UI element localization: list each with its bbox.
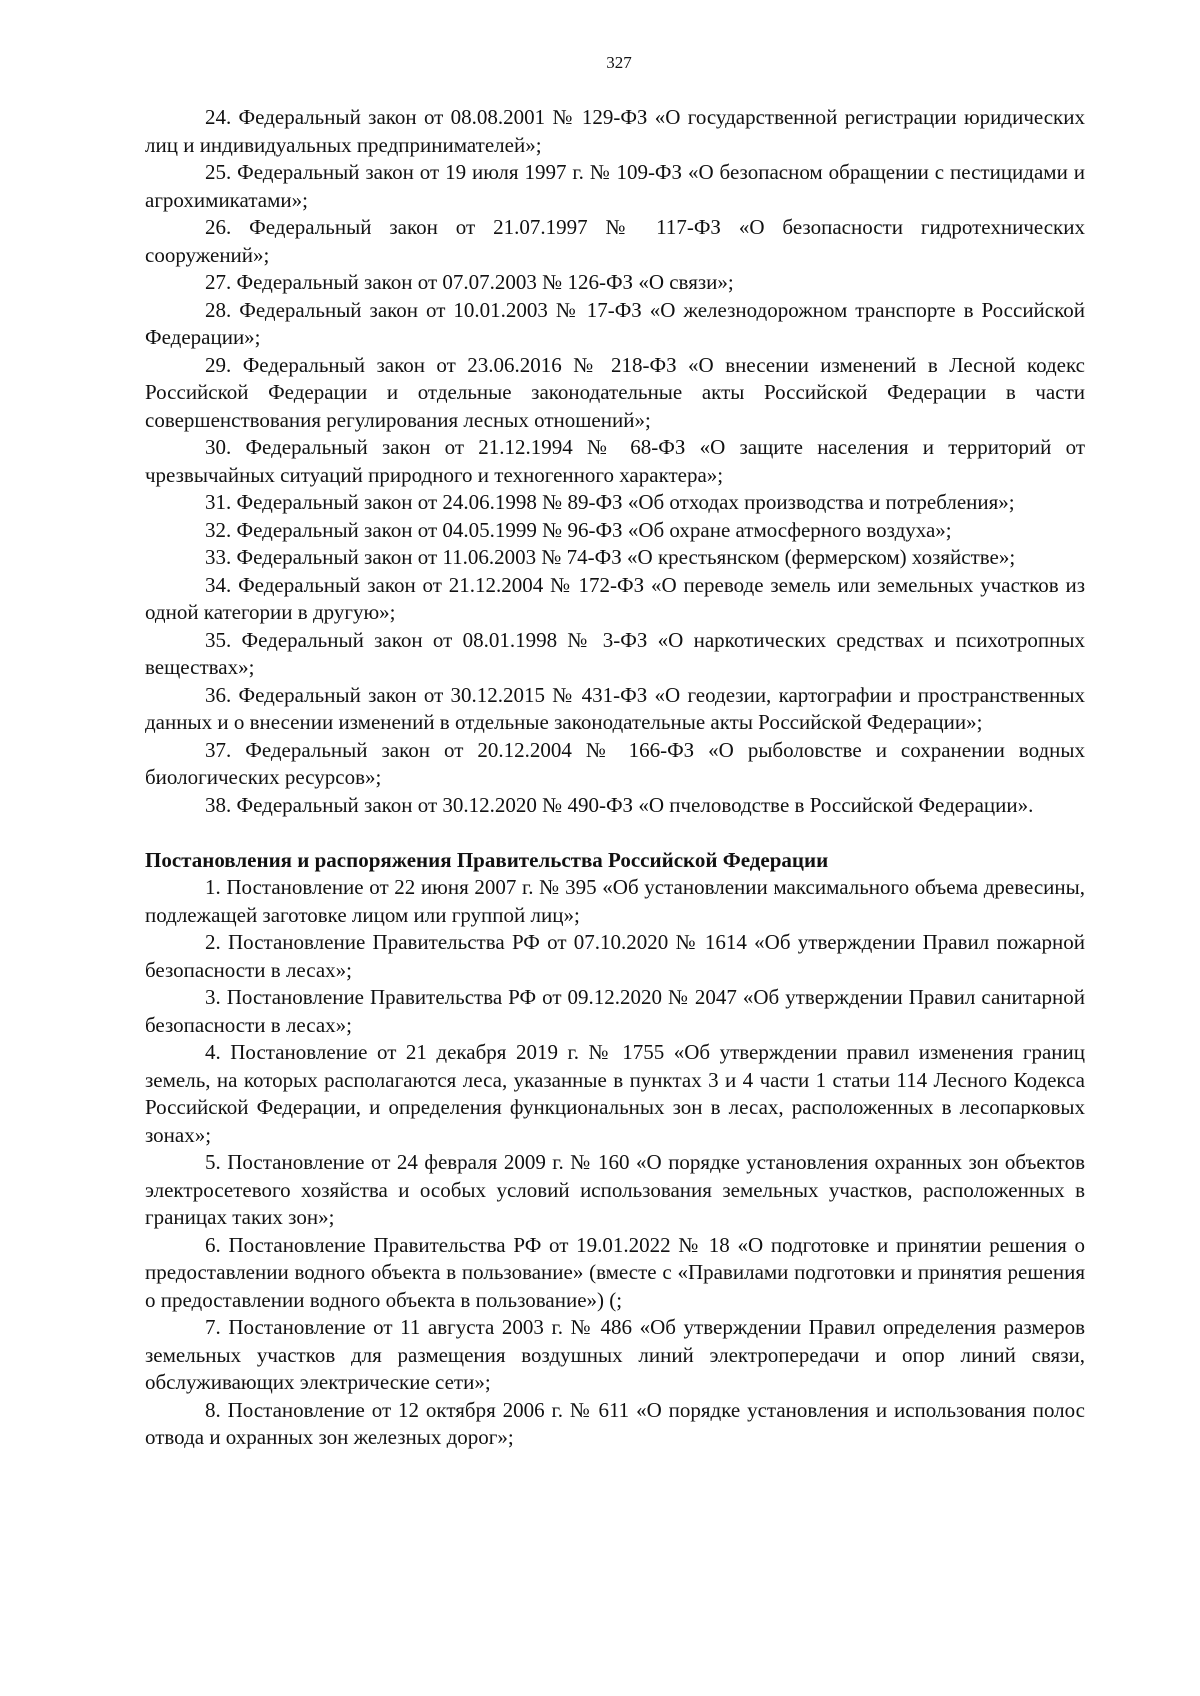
list-item: 27. Федеральный закон от 07.07.2003 № 126-ФЗ «О связи»; bbox=[205, 270, 734, 294]
list-item: 6. Постановление Правительства РФ от 19.01.2022 № 18 «О подготовке и принятии решения о предоставлении водного объекта в пользование» (вместе с «Правилами подготовки и принятия решения о предоставлении водного объекта в пользование») (; bbox=[145, 1232, 1085, 1312]
list-item: 31. Федеральный закон от 24.06.1998 № 89-ФЗ «Об отходах производства и потребления»; bbox=[205, 490, 1015, 514]
page-number: 327 bbox=[606, 53, 632, 72]
list-item: 30. Федеральный закон от 21.12.1994 № 68-ФЗ «О защите населения и территорий от чрезвычайных ситуаций природного и техногенного характера»; bbox=[145, 435, 1085, 487]
list-item: 37. Федеральный закон от 20.12.2004 № 166-ФЗ «О рыболовстве и сохранении водных биологических ресурсов»; bbox=[145, 737, 1085, 789]
list-item: 29. Федеральный закон от 23.06.2016 № 218-ФЗ «О внесении изменений в Лесной кодекс Российской Федерации и отдельные законодательные акты Российской Федерации в части совершенствования регулирования лесных отношений»; bbox=[145, 352, 1085, 432]
section-heading: Постановления и распоряжения Правительства Российской Федерации bbox=[145, 848, 829, 872]
federal-laws-list bbox=[145, 104, 1085, 819]
list-item: 4. Постановление от 21 декабря 2019 г. № 1755 «Об утверждении правил изменения границ земель, на которых располагаются леса, указанные в пунктах 3 и 4 части 1 статьи 114 Лесного Кодекса Российской Федерации, и определения функциональных зон в лесах, расположенных в лесопарковых зонах»; bbox=[145, 1040, 1085, 1147]
list-item: 7. Постановление от 11 августа 2003 г. № 486 «Об утверждении Правил определения размеров земельных участков для размещения воздушных линий электропередачи и опор линий связи, обслуживающих электрические сети»; bbox=[145, 1315, 1085, 1394]
list-item: 36. Федеральный закон от 30.12.2015 № 431-ФЗ «О геодезии, картографии и пространственных данных и о внесении изменений в отдельные законодательные акты Российской Федерации»; bbox=[145, 682, 1085, 734]
list-item: 38. Федеральный закон от 30.12.2020 № 490-ФЗ «О пчеловодстве в Российской Федерации». bbox=[205, 792, 1034, 817]
list-item: 1. Постановление от 22 июня 2007 г. № 395 «Об установлении максимального объема древесины, подлежащей заготовке лицом или группой лиц»; bbox=[145, 875, 1085, 927]
government-decrees-section bbox=[145, 846, 1085, 1452]
list-item: 34. Федеральный закон от 21.12.2004 № 172-ФЗ «О переводе земель или земельных участков из одной категории в другую»; bbox=[145, 572, 1085, 624]
list-item: 33. Федеральный закон от 11.06.2003 № 74-ФЗ «О крестьянском (фермерском) хозяйстве»; bbox=[205, 545, 1016, 569]
list-item: 24. Федеральный закон от 08.08.2001 № 129-ФЗ «О государственной регистрации юридических лиц и индивидуальных предпринимателей»; bbox=[145, 105, 1085, 157]
list-item: 5. Постановление от 24 февраля 2009 г. № 160 «О порядке установления охранных зон объектов электросетевого хозяйства и особых условий использования земельных участков, расположенных в границах таких зон»; bbox=[145, 1150, 1085, 1229]
list-item: 8. Постановление от 12 октября 2006 г. № 611 «О порядке установления и использования полос отвода и охранных зон железных дорог»; bbox=[145, 1397, 1085, 1449]
list-item: 32. Федеральный закон от 04.05.1999 № 96-ФЗ «Об охране атмосферного воздуха»; bbox=[205, 517, 952, 542]
document-page bbox=[145, 52, 1085, 1452]
list-item: 28. Федеральный закон от 10.01.2003 № 17-ФЗ «О железнодорожном транспорте в Российской Федерации»; bbox=[145, 297, 1085, 349]
list-item: 25. Федеральный закон от 19 июля 1997 г. № 109-ФЗ «О безопасном обращении с пестицидами и агрохимикатами»; bbox=[145, 160, 1085, 212]
list-item: 2. Постановление Правительства РФ от 07.10.2020 № 1614 «Об утверждении Правил пожарной безопасности в лесах»; bbox=[145, 930, 1085, 982]
list-item: 35. Федеральный закон от 08.01.1998 № 3-ФЗ «О наркотических средствах и психотропных веществах»; bbox=[145, 627, 1085, 679]
list-item: 3. Постановление Правительства РФ от 09.12.2020 № 2047 «Об утверждении Правил санитарной безопасности в лесах»; bbox=[145, 985, 1085, 1037]
list-item: 26. Федеральный закон от 21.07.1997 № 117-ФЗ «О безопасности гидротехнических сооружений»; bbox=[145, 215, 1085, 267]
